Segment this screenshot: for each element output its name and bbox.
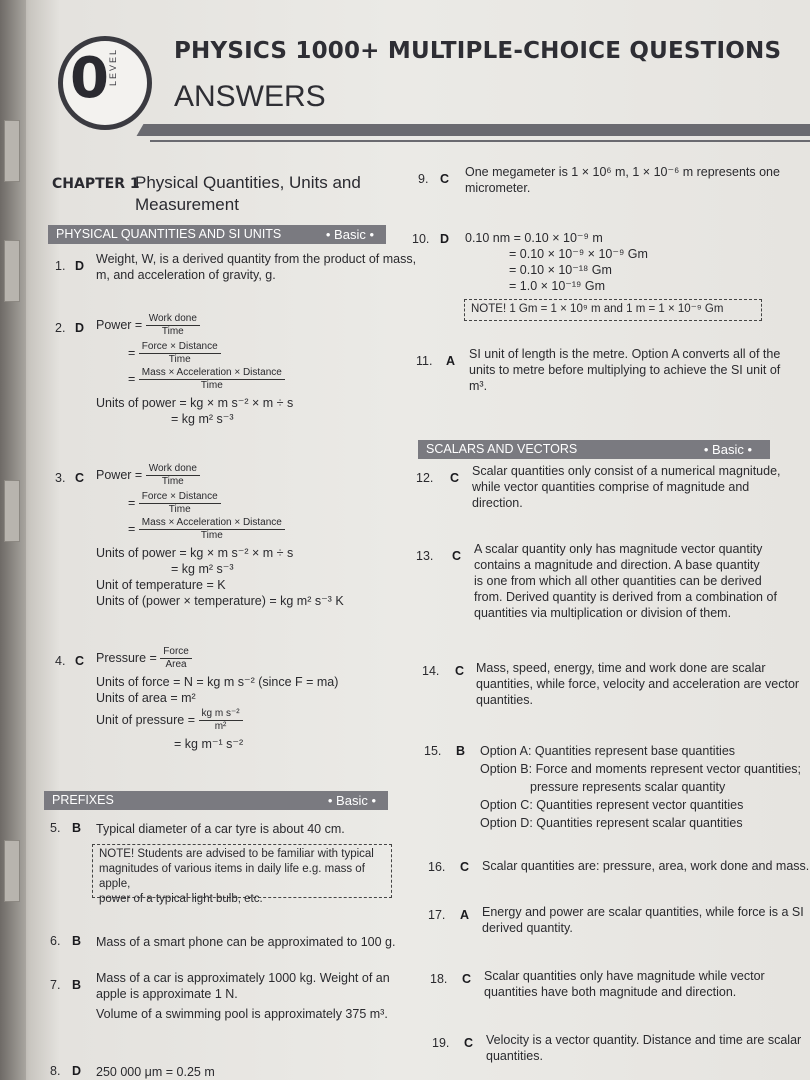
equals-sign: =	[128, 345, 136, 360]
answer-text	[472, 463, 781, 511]
answer-line: Units of (power × temperature) = kg m² s⁻³ K	[96, 594, 344, 608]
section-title: SCALARS AND VECTORS	[426, 442, 578, 456]
fraction	[139, 367, 285, 392]
answer-text	[474, 541, 777, 621]
answer-line: Mass of a car is approximately 1000 kg. Weight of an	[96, 971, 390, 985]
numerator: Work done	[146, 313, 200, 326]
chapter-title-line1: Physical Quantities, Units and	[135, 173, 361, 192]
denominator: Time	[200, 530, 223, 541]
answer-text	[96, 313, 293, 427]
section-bar-scalars-vectors	[418, 440, 770, 459]
section-bar-si-units	[48, 225, 386, 244]
section-title: PHYSICAL QUANTITIES AND SI UNITS	[56, 227, 282, 241]
question-number: 5.	[50, 821, 61, 835]
note-box	[92, 844, 392, 905]
answer-letter: B	[72, 934, 82, 948]
formula-lhs: Power =	[96, 467, 143, 482]
answer-line: Unit of temperature = K	[96, 578, 226, 592]
numerator: Force	[160, 646, 192, 659]
answer-line: Energy and power are scalar quantities, while force is a SI	[482, 905, 804, 919]
denominator: Time	[168, 354, 191, 365]
answer-line: Units of force = N = kg m s⁻² (since F = ma)	[96, 675, 339, 689]
answer-line: quantities.	[486, 1049, 543, 1063]
answer-line: from. Derived quantity is derived from a combination of	[474, 590, 777, 604]
question-number: 16.	[428, 860, 446, 874]
answer-letter: C	[440, 172, 450, 186]
question-number: 3.	[55, 471, 66, 485]
note-line: NOTE! Students are advised to be familiar with typical	[99, 848, 374, 860]
note-line: power of a typical light bulb, etc.	[99, 893, 263, 905]
answer-letter: D	[72, 1064, 82, 1078]
answer-line: Scalar quantities only consist of a numerical magnitude,	[472, 464, 781, 478]
answer-line: Option C: Quantities represent vector quantities	[480, 798, 744, 812]
answer-letter: C	[450, 471, 460, 485]
answer-text	[96, 646, 338, 752]
denominator: Time	[161, 326, 184, 337]
note-box: NOTE! 1 Gm = 1 × 10⁹ m and 1 m = 1 × 10⁻⁹ Gm	[464, 299, 762, 321]
fraction	[146, 313, 200, 338]
answer-line: quantities, while force, velocity and acceleration are vector	[476, 677, 800, 691]
section-bar-prefixes	[44, 791, 388, 810]
answer-line: micrometer.	[465, 181, 531, 195]
answer-line: = kg m² s⁻³	[171, 562, 234, 576]
page-subtitle: ANSWERS	[174, 80, 326, 113]
answer-text: Scalar quantities are: pressure, area, work done and mass.	[482, 859, 810, 873]
answer-line: units to metre before multiplying to achieve the SI unit of	[469, 363, 781, 377]
question-number: 12.	[416, 471, 434, 485]
fraction	[139, 517, 285, 542]
answer-line: = 0.10 × 10⁻⁹ × 10⁻⁹ Gm	[509, 247, 648, 261]
answer-line: derived quantity.	[482, 921, 573, 935]
answer-line: while vector quantities comprise of magnitude and	[472, 480, 750, 494]
answer-letter: C	[462, 972, 472, 986]
denominator: Time	[168, 504, 191, 515]
answer-line: m, and acceleration of gravity, g.	[96, 268, 276, 282]
answer-letter: D	[75, 259, 85, 273]
section-title: PREFIXES	[52, 793, 114, 807]
header-rule	[150, 140, 810, 142]
answer-text	[96, 463, 344, 609]
answer-line: 0.10 nm = 0.10 × 10⁻⁹ m	[465, 231, 603, 245]
equals-sign: =	[128, 371, 136, 386]
chapter-label: CHAPTER 1	[52, 176, 140, 192]
denominator: Area	[165, 659, 187, 670]
numerator: Mass × Acceleration × Distance	[139, 367, 285, 380]
answer-line: = kg m⁻¹ s⁻²	[174, 737, 244, 751]
answer-text	[486, 1032, 801, 1064]
answer-text	[465, 230, 648, 294]
answer-letter: C	[455, 664, 465, 678]
answer-line: pressure represents scalar quantity	[530, 780, 726, 794]
note-line: magnitudes of various items in daily life e.g. mass of apple,	[99, 863, 365, 890]
header-band	[137, 124, 810, 136]
answer-letter: A	[446, 354, 456, 368]
answer-line: quantities.	[476, 693, 533, 707]
formula-lhs: Pressure =	[96, 650, 157, 665]
answer-text: Typical diameter of a car tyre is about 40 cm.	[96, 822, 345, 836]
equals-sign: =	[128, 495, 136, 510]
level-badge-word: LEVEL	[108, 48, 118, 87]
answer-text: Mass of a smart phone can be approximated to 100 g.	[96, 935, 396, 949]
answer-line: = 1.0 × 10⁻¹⁹ Gm	[509, 279, 606, 293]
denominator: Time	[200, 380, 223, 391]
page-title: PHYSICS 1000+ MULTIPLE-CHOICE QUESTIONS	[174, 38, 782, 64]
answer-text	[465, 164, 780, 196]
fraction	[146, 463, 200, 488]
answer-line: Scalar quantities only have magnitude while vector	[484, 969, 765, 983]
question-number: 19.	[432, 1036, 450, 1050]
chapter-title-line2: Measurement	[135, 195, 239, 214]
fraction	[199, 708, 243, 733]
answer-letter: C	[460, 860, 470, 874]
question-number: 13.	[416, 549, 434, 563]
question-number: 15.	[424, 744, 442, 758]
answer-letter: C	[75, 471, 85, 485]
answer-text	[482, 904, 804, 936]
numerator: Mass × Acceleration × Distance	[139, 517, 285, 530]
question-number: 1.	[55, 259, 66, 273]
answer-letter: D	[75, 321, 85, 335]
difficulty-badge: • Basic •	[327, 793, 376, 808]
answer-letter: C	[75, 654, 85, 668]
answer-line: Units of area = m²	[96, 691, 196, 705]
numerator: kg m s⁻²	[199, 708, 243, 721]
answer-line: direction.	[472, 496, 523, 510]
question-number: 17.	[428, 908, 446, 922]
answer-letter: D	[440, 232, 450, 246]
answer-letter: C	[464, 1036, 474, 1050]
answer-line: = kg m² s⁻³	[171, 412, 234, 426]
question-number: 2.	[55, 321, 66, 335]
answer-letter: B	[72, 978, 82, 992]
answer-line: m³.	[469, 379, 488, 393]
answer-line: Units of power = kg × m s⁻² × m ÷ s	[96, 546, 294, 560]
fraction	[139, 341, 221, 366]
answer-line: Units of power = kg × m s⁻² × m ÷ s	[96, 396, 294, 410]
answer-letter: A	[460, 908, 470, 922]
denominator: m²	[214, 721, 227, 732]
formula-lhs: Unit of pressure =	[96, 712, 196, 727]
answer-line: is one from which all other quantities can be derived	[474, 574, 762, 588]
fraction	[160, 646, 192, 671]
answer-line: Mass, speed, energy, time and work done are scalar	[476, 661, 766, 675]
answer-line: Option B: Force and moments represent vector quantities;	[480, 762, 801, 776]
answer-text	[96, 970, 390, 1022]
question-number: 11.	[416, 354, 433, 368]
answer-line: Velocity is a vector quantity. Distance and time are scalar	[486, 1033, 802, 1047]
equals-sign: =	[128, 521, 136, 536]
chapter-title	[135, 172, 361, 216]
answer-text	[96, 251, 416, 283]
numerator: Force × Distance	[139, 491, 221, 504]
question-number: 18.	[430, 972, 448, 986]
answer-line: Option D: Quantities represent scalar quantities	[480, 816, 743, 830]
question-number: 6.	[50, 934, 61, 948]
fraction	[139, 491, 221, 516]
answer-text	[469, 346, 780, 394]
answer-line: quantities via multiplication or division of them.	[474, 606, 732, 620]
difficulty-badge: • Basic •	[325, 227, 374, 242]
answer-text	[484, 968, 765, 1000]
difficulty-badge: • Basic •	[703, 442, 752, 457]
question-number: 14.	[422, 664, 440, 678]
denominator: Time	[161, 476, 184, 487]
answer-line: A scalar quantity only has magnitude vector quantity	[474, 542, 763, 556]
question-number: 9.	[418, 172, 429, 186]
question-number: 4.	[55, 654, 66, 668]
page-edge-tabs	[0, 0, 26, 1080]
answer-line: quantities have both magnitude and direction.	[484, 985, 737, 999]
answer-line: apple is approximate 1 N.	[96, 987, 238, 1001]
answer-letter: C	[452, 549, 462, 563]
answer-letter: B	[72, 821, 82, 835]
answer-line: Option A: Quantities represent base quantities	[480, 744, 736, 758]
answer-line: = 0.10 × 10⁻¹⁸ Gm	[509, 263, 612, 277]
numerator: Work done	[146, 463, 200, 476]
formula-lhs: Power =	[96, 317, 143, 332]
answer-line: SI unit of length is the metre. Option A converts all of the	[469, 347, 781, 361]
level-badge-digit: 0	[70, 46, 109, 111]
answer-text: 250 000 μm = 0.25 m	[96, 1065, 215, 1079]
question-number: 7.	[50, 978, 61, 992]
answer-line: Volume of a swimming pool is approximately 375 m³.	[96, 1007, 388, 1021]
question-number: 8.	[50, 1064, 61, 1078]
question-number: 10.	[412, 232, 430, 246]
answer-line: contains a magnitude and direction. A base quantity	[474, 558, 760, 572]
answer-text	[476, 660, 799, 708]
answer-letter: B	[456, 744, 466, 758]
answer-line: One megameter is 1 × 10⁶ m, 1 × 10⁻⁶ m represents one	[465, 165, 780, 179]
answer-line: Weight, W, is a derived quantity from the product of mass,	[96, 252, 417, 266]
numerator: Force × Distance	[139, 341, 221, 354]
answer-text	[480, 742, 801, 832]
